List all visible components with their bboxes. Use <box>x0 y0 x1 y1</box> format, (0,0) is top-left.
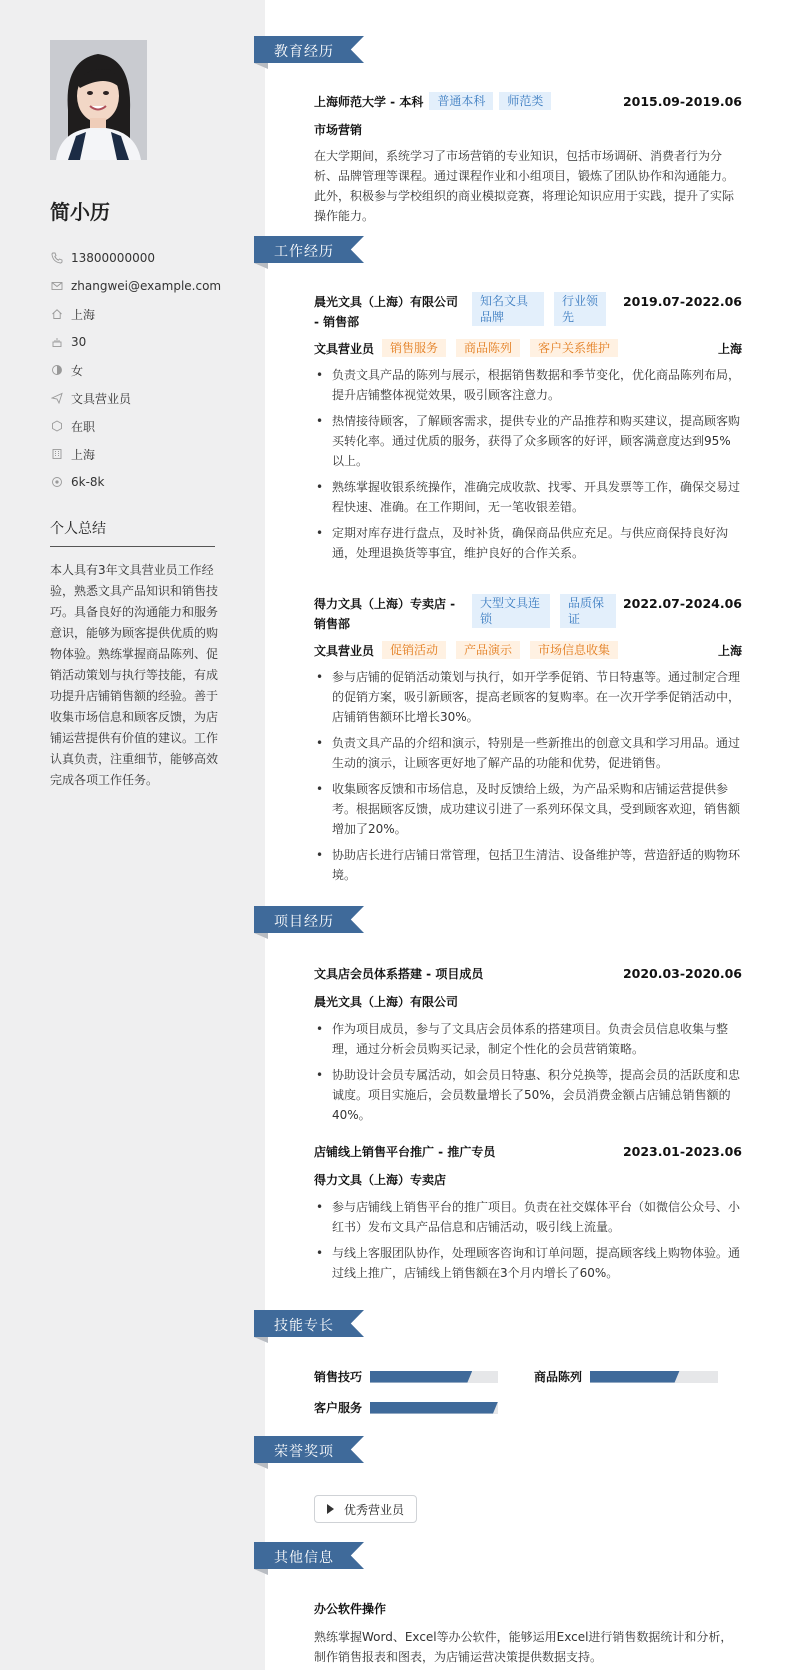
work-skill-tag: 市场信息收集 <box>530 641 618 659</box>
play-icon <box>327 1504 334 1514</box>
info-email <box>50 272 250 300</box>
work-tag: 品质保证 <box>560 594 616 628</box>
work-entry <box>314 594 742 891</box>
skill-bar <box>370 1402 498 1414</box>
building-icon <box>50 447 64 461</box>
avatar-photo <box>50 40 147 160</box>
skill-item <box>534 1368 718 1385</box>
project-date: 2020.03-2020.06 <box>622 966 742 981</box>
section-header-skills <box>254 1310 364 1337</box>
list-item: • 负责文具产品的介绍和演示，特别是一些新推出的创意文具和学习用品。通过生动的演示，让顾客更好地了解产品的功能和优势，促进销售。 <box>314 733 742 773</box>
list-item: • 定期对库存进行盘点，及时补货，确保商品供应充足。与供应商保持良好沟通，处理退换货等事宜，维护良好的合作关系。 <box>314 523 742 563</box>
section-header-other <box>254 1542 364 1569</box>
section-header-education <box>254 36 364 63</box>
work-tag: 大型文具连锁 <box>472 594 550 628</box>
send-icon <box>50 391 64 405</box>
section-title-skills: 技能专长 <box>274 1318 334 1334</box>
info-age-text: 30 <box>71 335 87 349</box>
work-city: 上海 <box>717 341 742 356</box>
school-name: 上海师范大学 - 本科 <box>314 94 424 109</box>
project-company: 得力文具（上海）专卖店 <box>314 1173 447 1187</box>
info-status-text: 在职 <box>71 419 96 434</box>
info-salary-text: 6k-8k <box>71 475 105 489</box>
education-tag: 师范类 <box>499 92 551 110</box>
info-age <box>50 328 250 356</box>
section-header-work <box>254 236 364 263</box>
list-item: • 热情接待顾客，了解顾客需求，提供专业的产品推荐和购买建议，提高顾客购买转化率。通过优质的服务，获得了众多顾客的好评，顾客满意度达到95%以上。 <box>314 411 742 471</box>
info-location-text: 上海 <box>71 307 96 322</box>
work-bullets <box>314 667 742 885</box>
list-item: • 作为项目成员，参与了文具店会员体系的搭建项目。负责会员信息收集与整理，通过分析会员购买记录，制定个性化的会员营销策略。 <box>314 1019 742 1059</box>
info-phone-text: 13800000000 <box>71 251 155 265</box>
award-item <box>314 1495 417 1523</box>
info-location <box>50 300 250 328</box>
section-title-honors: 荣誉奖项 <box>274 1444 334 1460</box>
hexagon-icon <box>50 419 64 433</box>
project-title: 文具店会员体系搭建 - 项目成员 <box>314 967 484 981</box>
info-email-text: zhangwei@example.com <box>71 279 222 293</box>
other-description: 熟练掌握Word、Excel等办公软件，能够运用Excel进行销售数据统计和分析，制作销售报表和图表，为店铺运营决策提供数据支持。 <box>314 1630 733 1664</box>
other-title: 办公软件操作 <box>314 1602 387 1616</box>
work-skill-tag: 促销活动 <box>382 641 446 659</box>
list-item: • 协助店长进行店铺日常管理，包括卫生清洁、设备维护等，营造舒适的购物环境。 <box>314 845 742 885</box>
avatar <box>50 40 147 160</box>
other-entry <box>314 1600 742 1667</box>
work-role: 文具营业员 <box>314 643 375 658</box>
work-tag: 知名文具品牌 <box>472 292 544 326</box>
work-date: 2022.07-2024.06 <box>622 596 742 611</box>
work-company: 晨光文具（上海）有限公司 - 销售部 <box>314 295 459 329</box>
skill-name: 销售技巧 <box>314 1370 363 1384</box>
info-target-city <box>50 440 250 468</box>
section-title-project: 项目经历 <box>274 914 334 930</box>
candidate-name: 简小历 <box>50 200 110 224</box>
gender-icon <box>50 363 64 377</box>
work-skill-tag: 产品演示 <box>456 641 520 659</box>
info-position <box>50 384 250 412</box>
section-header-honors <box>254 1436 364 1463</box>
summary-title: 个人总结 <box>50 518 215 547</box>
list-item: • 熟练掌握收银系统操作，准确完成收款、找零、开具发票等工作，确保交易过程快速、准确。在工作期间，无一笔收银差错。 <box>314 477 742 517</box>
project-entry <box>314 1143 742 1289</box>
info-gender <box>50 356 250 384</box>
work-skill-tag: 销售服务 <box>382 339 446 357</box>
project-bullets <box>314 1019 742 1125</box>
skill-name: 商品陈列 <box>534 1370 583 1384</box>
list-item: • 参与店铺线上销售平台的推广项目。负责在社交媒体平台（如微信公众号、小红书）发布文具产品信息和店铺活动，吸引线上流量。 <box>314 1197 742 1237</box>
list-item: • 与线上客服团队协作，处理顾客咨询和订单问题，提高顾客线上购物体验。通过线上推广，店铺线上销售额在3个月内增长了60%。 <box>314 1243 742 1283</box>
education-date: 2015.09-2019.06 <box>622 93 742 109</box>
sidebar <box>0 0 265 1670</box>
money-icon <box>50 475 64 489</box>
list-item: • 协助设计会员专属活动，如会员日特惠、积分兑换等，提高会员的活跃度和忠诚度。项目实施后，会员数量增长了50%，会员消费金额占店铺总销售额的40%。 <box>314 1065 742 1125</box>
education-major: 市场营销 <box>314 123 363 137</box>
section-header-project <box>254 906 364 933</box>
info-target-city-text: 上海 <box>71 447 96 462</box>
project-company: 晨光文具（上海）有限公司 <box>314 995 459 1009</box>
list-item: • 参与店铺的促销活动策划与执行，如开学季促销、节日特惠等。通过制定合理的促销方案，吸引新顾客，提高老顾客的复购率。在一次开学季促销活动中，店铺销售额环比增长30%。 <box>314 667 742 727</box>
info-gender-text: 女 <box>71 363 84 378</box>
project-entry <box>314 965 742 1131</box>
project-bullets <box>314 1197 742 1283</box>
section-title-work: 工作经历 <box>274 244 334 260</box>
skill-item <box>314 1399 498 1416</box>
project-date: 2023.01-2023.06 <box>622 1144 742 1159</box>
info-status <box>50 412 250 440</box>
skill-bar <box>590 1371 718 1383</box>
contact-info-list <box>50 244 250 496</box>
list-item: • 负责文具产品的陈列与展示，根据销售数据和季节变化，优化商品陈列布局，提升店铺整体视觉效果，吸引顾客注意力。 <box>314 365 742 405</box>
home-icon <box>50 307 64 321</box>
work-skill-tag: 客户关系维护 <box>530 339 618 357</box>
work-tag: 行业领先 <box>554 292 606 326</box>
skill-name: 客户服务 <box>314 1401 363 1415</box>
mail-icon <box>50 279 64 293</box>
skill-bar-fill <box>370 1402 498 1414</box>
phone-icon <box>50 251 64 265</box>
work-entry <box>314 292 742 569</box>
skill-bar <box>370 1371 498 1383</box>
work-company: 得力文具（上海）专卖店 - 销售部 <box>314 597 456 631</box>
list-item: • 收集顾客反馈和市场信息，及时反馈给上级，为产品采购和店铺运营提供参考。根据顾客反馈，成功建议引进了一系列环保文具，受到顾客欢迎，销售额增加了20%。 <box>314 779 742 839</box>
work-date: 2019.07-2022.06 <box>622 294 742 309</box>
education-entry <box>314 92 742 226</box>
cake-icon <box>50 335 64 349</box>
work-bullets <box>314 365 742 563</box>
summary-text: 本人具有3年文具营业员工作经验，熟悉文具产品知识和销售技巧。具备良好的沟通能力和服务意识，能够为顾客提供优质的购物体验。熟练掌握商品陈列、促销活动策划与执行等技能，有成功提升店铺销售额的经验。善于收集市场信息和顾客反馈，为店铺运营提供有价值的建议。工作认真负责，注重细节，能够高效完成各项工作任务。 <box>50 563 219 787</box>
section-title-education: 教育经历 <box>274 44 334 60</box>
info-salary <box>50 468 250 496</box>
skill-bar-fill <box>370 1371 472 1383</box>
work-city: 上海 <box>717 643 742 658</box>
skill-bar-fill <box>590 1371 680 1383</box>
info-phone <box>50 244 250 272</box>
skill-item <box>314 1368 498 1385</box>
work-role: 文具营业员 <box>314 341 375 356</box>
education-description: 在大学期间，系统学习了市场营销的专业知识，包括市场调研、消费者行为分析、品牌管理等课程。通过课程作业和小组项目，锻炼了团队协作和沟通能力。此外，积极参与学校组织的商业模拟竞赛，将理论知识应用于实践，提升了实际操作能力。 <box>314 149 735 223</box>
education-tag: 普通本科 <box>429 92 493 110</box>
info-position-text: 文具营业员 <box>71 391 132 406</box>
work-skill-tag: 商品陈列 <box>456 339 520 357</box>
section-title-other: 其他信息 <box>274 1550 334 1566</box>
project-title: 店铺线上销售平台推广 - 推广专员 <box>314 1145 496 1159</box>
award-label: 优秀营业员 <box>344 1502 405 1517</box>
